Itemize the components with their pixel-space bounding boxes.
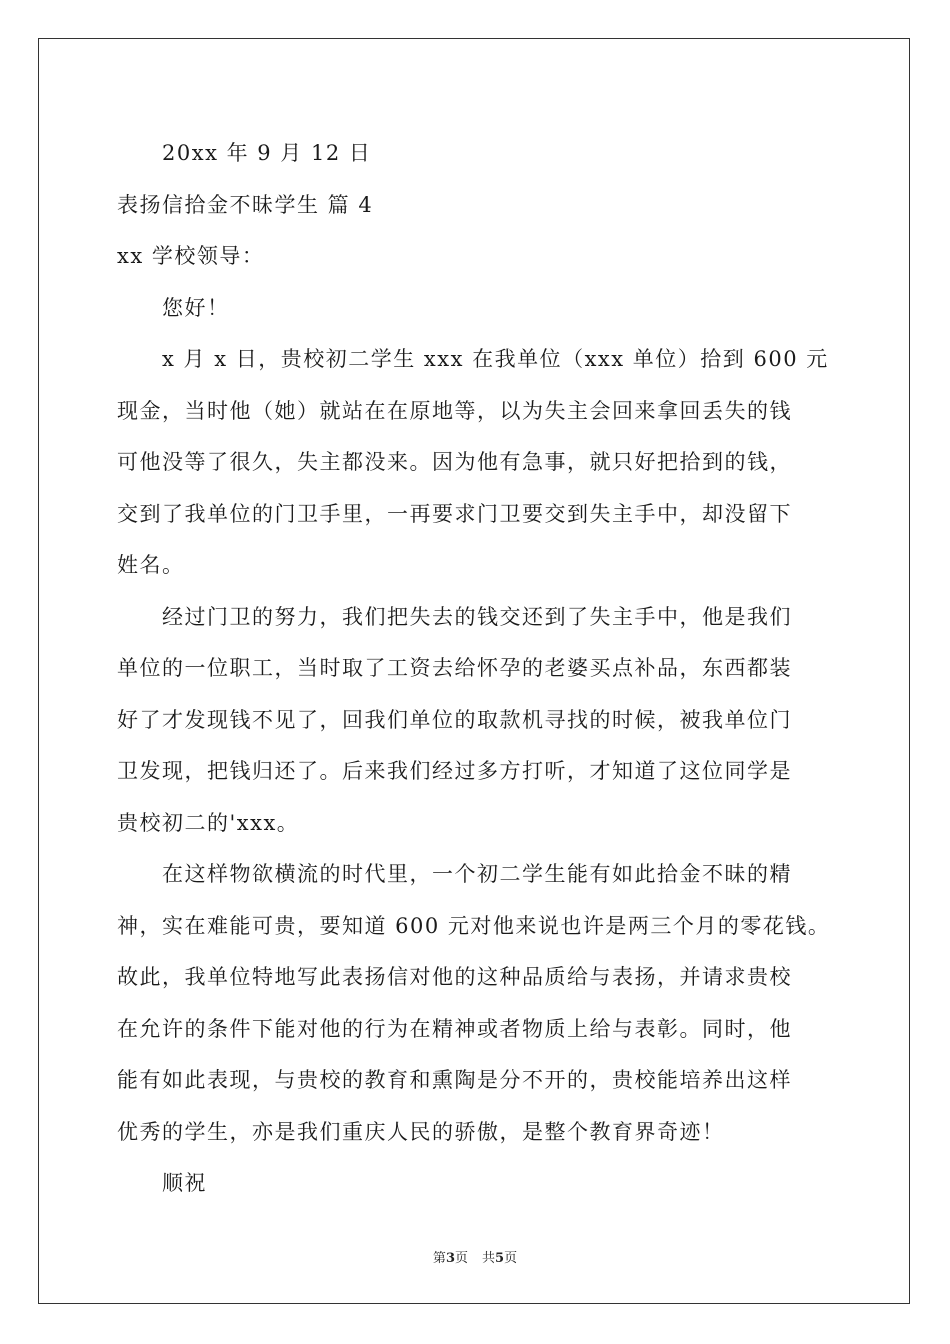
paragraph-line: 贵校初二的'xxx。 bbox=[117, 810, 300, 835]
paragraph-line: x 月 x 日，贵校初二学生 xxx 在我单位（xxx 单位）拾到 600 元 bbox=[162, 347, 829, 371]
paragraph-2 bbox=[117, 592, 837, 850]
paragraph-line: 可他没等了很久，失主都没来。因为他有急事，就只好把拾到的钱， bbox=[117, 450, 792, 474]
date-line: 20xx 年 9 月 12 日 bbox=[162, 141, 372, 165]
total-suffix: 页 bbox=[504, 1251, 518, 1266]
greeting: 您好！ bbox=[162, 295, 230, 320]
total-pages: 5 bbox=[495, 1251, 505, 1266]
page-prefix: 第 bbox=[432, 1251, 446, 1266]
page-suffix: 页 bbox=[454, 1251, 468, 1266]
section-title: 表扬信拾金不昧学生 篇 4 bbox=[117, 192, 374, 217]
paragraph-line: 能有如此表现，与贵校的教育和熏陶是分不开的，贵校能培养出这样 bbox=[117, 1068, 792, 1092]
closing: 顺祝 bbox=[162, 1171, 207, 1195]
paragraph-line: 在允许的条件下能对他的行为在精神或者物质上给与表彰。同时，他 bbox=[117, 1016, 792, 1041]
total-prefix: 共 bbox=[482, 1251, 496, 1266]
paragraph-line: 卫发现，把钱归还了。后来我们经过多方打听，才知道了这位同学是 bbox=[117, 759, 792, 783]
paragraph-line: 姓名。 bbox=[117, 553, 185, 577]
paragraph-line: 在这样物欲横流的时代里，一个初二学生能有如此拾金不昧的精 bbox=[162, 862, 792, 886]
paragraph-line: 交到了我单位的门卫手里，一再要求门卫要交到失主手中，却没留下 bbox=[117, 501, 792, 526]
paragraph-line: 神，实在难能可贵，要知道 600 元对他来说也许是两三个月的零花钱。 bbox=[117, 913, 831, 938]
letter-body bbox=[117, 128, 837, 1210]
page-number: 3 bbox=[445, 1251, 455, 1266]
paragraph-line: 故此，我单位特地写此表扬信对他的这种品质给与表扬，并请求贵校 bbox=[117, 965, 792, 989]
salutation: xx 学校领导： bbox=[117, 244, 265, 268]
paragraph-line: 经过门卫的努力，我们把失去的钱交还到了失主手中，他是我们 bbox=[162, 604, 792, 629]
paragraph-line: 单位的一位职工，当时取了工资去给怀孕的老婆买点补品，东西都装 bbox=[117, 656, 792, 680]
paragraph-line: 优秀的学生，亦是我们重庆人民的骄傲，是整个教育界奇迹！ bbox=[117, 1119, 725, 1144]
paragraph-line: 现金，当时他（她）就站在在原地等，以为失主会回来拿回丢失的钱 bbox=[117, 398, 792, 423]
paragraph-3 bbox=[117, 849, 837, 1158]
page-footer bbox=[0, 1247, 950, 1266]
paragraph-1 bbox=[117, 334, 837, 592]
paragraph-line: 好了才发现钱不见了，回我们单位的取款机寻找的时候，被我单位门 bbox=[117, 707, 792, 732]
